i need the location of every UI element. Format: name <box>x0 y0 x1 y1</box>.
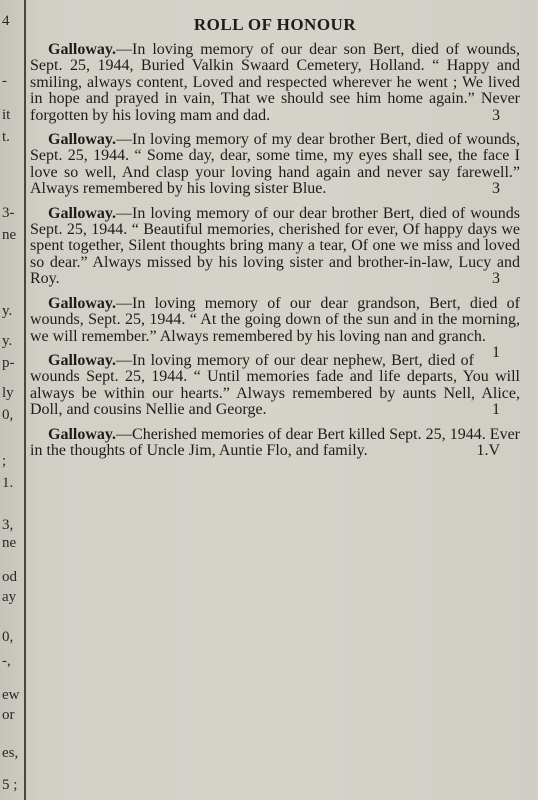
fragment: ly <box>2 385 14 401</box>
fragment: ew <box>2 687 20 703</box>
fragment: es, <box>2 745 19 761</box>
memorial-notice <box>30 294 520 361</box>
notice-surname: Galloway. <box>48 41 117 58</box>
notice-text: —In loving memory of our dear grandson, Bert, died of wounds, Sept. 25, 1944. “ At the going down of the sun and in the morning, we will remember.” Always remembered by his loving nan and granch. <box>30 294 520 345</box>
fragment: 1. <box>2 475 14 491</box>
fragment: or <box>2 707 15 723</box>
notice-text: —In loving memory of my dear brother Bert, died of wounds, Sept. 25, 1944. “ Some day, dear, some time, my eyes shall see, the face I love so well, And clasp your loving hand again and never say farewell.” Always remembered by his loving sister Blue. <box>30 131 520 198</box>
notice-count: 1 <box>492 343 500 361</box>
adjacent-column-fragments <box>0 0 22 800</box>
notice-surname: Galloway. <box>48 131 117 149</box>
fragment: od <box>2 569 17 585</box>
notice-text: —In loving memory of our dear son Bert, died of wounds, Sept. 25, 1944, Buried Valkin Swaard Cemetery, Holland. “ Happy and smiling, always content, Loved and respected wherever he went ; We lived in hope and prayed in vain, That we should see him home again.” Never forgotten by his loving mam and dad. <box>30 41 520 124</box>
fragment: t. <box>2 129 10 145</box>
fragment: 5 ; <box>2 777 18 793</box>
memorial-notice <box>30 132 520 198</box>
notice-text: —In loving memory of our dear nephew, Bert, died of wounds Sept. 25, 1944. “ Until memories fade and life departs, You will always be within our hearts.” Always remembered by aunts Nell, Alice, Doll, and cousins Nellie and George. <box>30 351 520 419</box>
fragment: 0, <box>2 407 14 423</box>
memorial-notice <box>30 353 520 419</box>
fragment: y. <box>2 333 13 349</box>
notice-count: 1 <box>492 401 500 419</box>
fragment: p- <box>2 355 15 371</box>
notice-count: 1.V <box>476 441 500 459</box>
notice-text: —Cherished memories of dear Bert killed Sept. 25, 1944. Ever in the thoughts of Uncle Jim, Auntie Flo, and family. <box>30 425 520 459</box>
notice-count: 3 <box>492 180 500 198</box>
fragment: y. <box>2 303 13 319</box>
column-rule <box>24 0 26 800</box>
notice-text: —In loving memory of our dear brother Bert, died of wounds Sept. 25, 1944. “ Beautiful memories, cherished for ever, Of happy days we spent together, Silent thoughts bring many a tear, Of one we miss and loved so dear.” Always missed by his loving sister and brother-in-law, Lucy and Roy. <box>30 204 520 288</box>
memorial-notice <box>30 206 520 288</box>
notice-surname: Galloway. <box>48 351 117 369</box>
notice-surname: Galloway. <box>48 204 117 222</box>
roll-of-honour-column <box>30 14 520 800</box>
notice-surname: Galloway. <box>48 425 117 443</box>
fragment: 3, <box>2 517 14 533</box>
fragment: 4 <box>2 13 10 29</box>
notice-count: 3 <box>492 106 500 124</box>
fragment: 0, <box>2 629 14 645</box>
fragment: -, <box>2 653 11 669</box>
notice-surname: Galloway. <box>48 294 117 312</box>
fragment: ay <box>2 589 17 605</box>
fragment: ne <box>2 535 17 551</box>
section-heading: ROLL OF HONOUR <box>193 15 357 34</box>
memorial-notice <box>30 427 520 460</box>
notice-count: 3 <box>492 270 500 288</box>
memorial-notice <box>30 42 520 124</box>
fragment: ne <box>2 227 17 243</box>
fragment: it <box>2 107 11 123</box>
fragment: - <box>2 73 7 89</box>
fragment: 3- <box>2 205 15 221</box>
fragment: ; <box>2 453 7 469</box>
